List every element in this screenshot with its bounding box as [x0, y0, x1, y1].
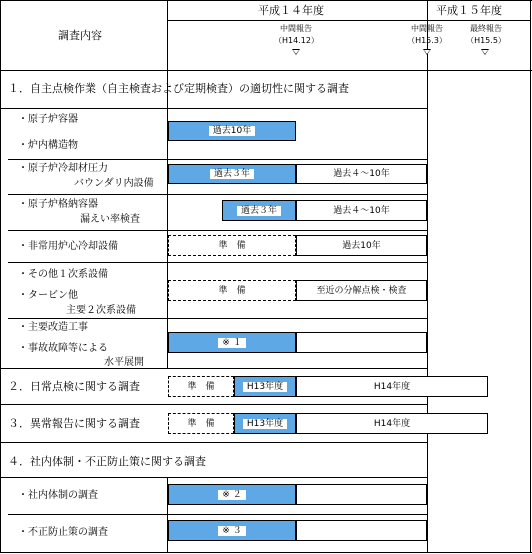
row-label: ・主要改造工事 [18, 322, 88, 333]
header-divider-bottom [0, 70, 532, 71]
final-report-date: （H15.5） [466, 36, 506, 45]
row-divider [8, 514, 428, 515]
schedule-bar [168, 520, 296, 541]
table-border-left [0, 0, 1, 553]
schedule-bar [296, 520, 427, 541]
section1-title-divider-right [167, 108, 427, 109]
bar-label: ※ ２ [218, 490, 245, 500]
header-divider-v-right [427, 0, 428, 553]
row-divider [8, 230, 428, 231]
section-divider [0, 404, 428, 405]
fy14-header: 平成１４年度 [258, 4, 324, 17]
interim-report-1-label: 中間報告 [280, 24, 312, 33]
row-label: 主要２次系設備 [66, 305, 136, 316]
bar-label: H13年度 [243, 419, 287, 429]
final-report-label: 最終報告 [470, 24, 502, 33]
row-label: ・原子炉冷却材圧力 [18, 163, 108, 174]
schedule-bar: H14年度 [296, 413, 488, 434]
row-label: ・原子炉格納容器 [18, 199, 98, 210]
row-label: バウンダリ内設備 [74, 178, 154, 189]
table-border-top [0, 0, 532, 1]
schedule-bar [296, 484, 427, 505]
row-label: ・社内体制の調査 [18, 490, 98, 501]
survey-content-header: 調査内容 [58, 29, 102, 42]
schedule-bar: 過去４～10年 [296, 200, 427, 221]
table-border-bottom [0, 552, 532, 553]
section1-title: １．自主点検作業（自主検査および定期検査）の適切性に関する調査 [8, 82, 349, 95]
row-label: ・その他１次系設備 [18, 269, 108, 280]
bar-label: ※ ３ [218, 526, 245, 536]
interim-report-1-date: （H14.12） [274, 36, 319, 45]
section4-title: ４．社内体制・不正防止策に関する調査 [8, 455, 206, 468]
row-label: ・事故故障等による [18, 343, 108, 354]
milestone-triangle-icon [292, 49, 300, 55]
section-divider [0, 442, 428, 443]
schedule-bar: 過去４～10年 [296, 164, 427, 184]
preparation-bar: 準 備 [168, 413, 234, 434]
preparation-bar: 準 備 [168, 280, 296, 301]
schedule-bar [168, 164, 296, 184]
section1-title-divider [0, 108, 167, 109]
interim-report-2-label: 中間報告 [411, 24, 443, 33]
bar-label: H13年度 [243, 382, 287, 392]
bar-label: 過去３年 [210, 169, 254, 179]
section-divider [0, 477, 428, 478]
schedule-bar: 過去10年 [296, 235, 427, 256]
row-label: 水平展開 [104, 357, 144, 368]
row-label: ・非常用炉心冷却設備 [18, 241, 118, 252]
row-divider [8, 318, 428, 319]
row-divider [8, 262, 428, 263]
schedule-bar: H14年度 [296, 376, 488, 397]
row-label: 漏えい率検査 [80, 214, 140, 225]
schedule-bar [168, 484, 296, 505]
schedule-bar [234, 413, 296, 434]
schedule-bar [296, 332, 427, 353]
row-label: ・不正防止策の調査 [18, 527, 108, 538]
header-divider-h1 [167, 20, 530, 21]
section3-title: ３．異常報告に関する調査 [8, 417, 140, 430]
section-divider [0, 368, 428, 369]
schedule-bar [168, 121, 296, 141]
milestone-triangle-icon [481, 49, 489, 55]
preparation-bar: 準 備 [168, 376, 234, 397]
section2-title: ２．日常点検に関する調査 [8, 380, 140, 393]
row-label: ・タービン他 [18, 290, 78, 301]
schedule-bar [222, 200, 296, 221]
schedule-bar: 至近の分解点検・検査 [296, 280, 427, 301]
bar-label: 過去３年 [237, 206, 281, 216]
row-label: ・炉内構造物 [18, 140, 78, 151]
schedule-bar [168, 332, 296, 353]
row-divider [8, 159, 428, 160]
row-divider [8, 194, 428, 195]
milestone-triangle-icon [423, 49, 431, 55]
preparation-bar: 準 備 [168, 235, 296, 256]
bar-label: 過去10年 [209, 126, 255, 136]
bar-label: ※ １ [218, 338, 245, 348]
schedule-bar [234, 376, 296, 397]
fy15-header: 平成１５年度 [436, 4, 502, 17]
table-border-right [530, 0, 531, 553]
row-label: ・原子炉容器 [18, 114, 78, 125]
interim-report-2-date: （H15.3） [407, 36, 447, 45]
